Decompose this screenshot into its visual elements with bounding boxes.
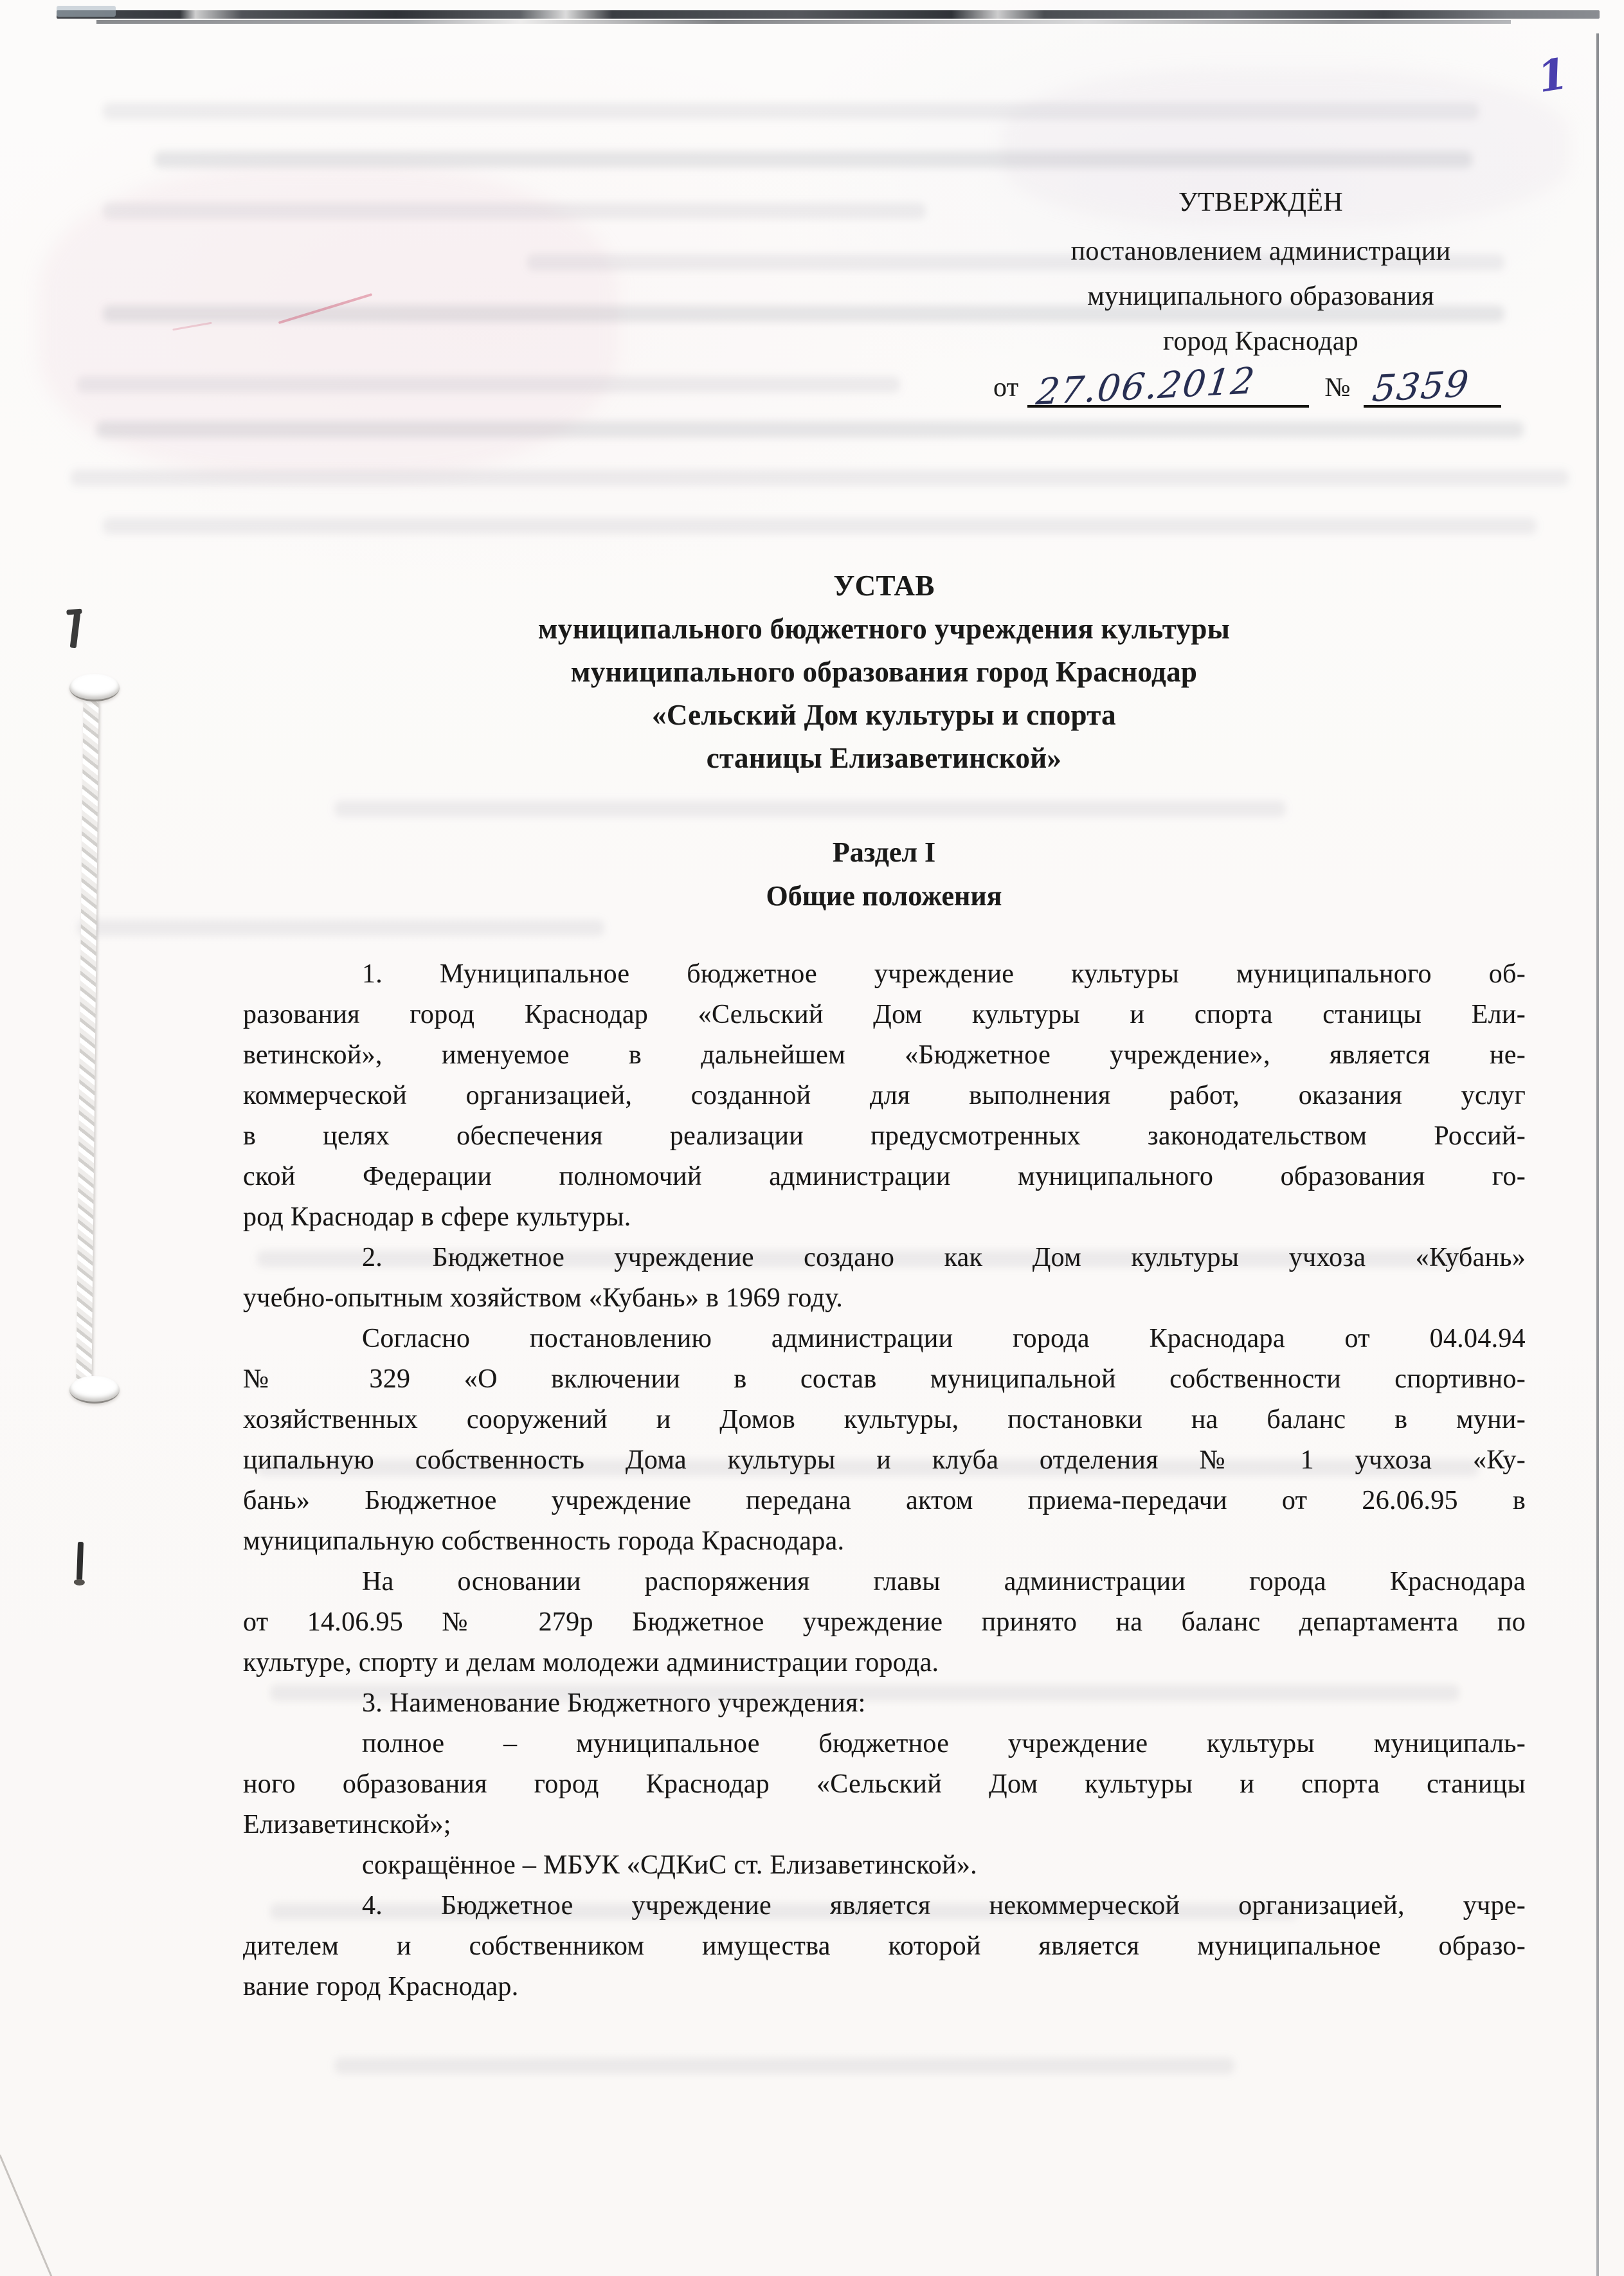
charter-title-block [241,564,1527,780]
body-text-line: бань» Бюджетное учреждение передана актом приема-передачи от 26.06.95 в [243,1486,1526,1515]
approval-lines [993,229,1528,364]
body-text-line: сокращённое – МБУК «СДКиС ст. Елизаветинской». [362,1850,977,1880]
body-text-line: 4. Бюджетное учреждение является некоммерческой организацией, учре- [362,1891,1526,1920]
body-text-line: ципальную собственность Дома культуры и клуба отделения № 1 учхоза «Ку- [243,1445,1526,1475]
body-text-line: 2. Бюджетное учреждение создано как Дом культуры учхоза «Кубань» [362,1243,1526,1272]
handwritten-page-number: 1 [1534,48,1571,103]
body-text-line: Согласно постановлению администрации города Краснодара от 04.04.94 [362,1324,1526,1353]
body-text-line: муниципальную собственность города Краснодара. [243,1526,845,1556]
body-text-line: полное – муниципальное бюджетное учреждение культуры муниципаль- [362,1729,1526,1758]
scan-artifact-right-edge [1596,33,1599,2276]
bleed-line [103,203,926,219]
approval-date-blank [1027,359,1309,414]
handwritten-date: 27.06.2012 [1034,359,1258,414]
bleed-line [71,469,1569,486]
body-text-line: культуре, спорту и делам молодежи администрации города. [243,1648,939,1677]
bleed-line [77,919,604,936]
bleed-line [334,2057,1234,2074]
scan-artifact-top-edge-thin [96,20,1511,24]
body-text-line: 1. Муниципальное бюджетное учреждение культуры муниципального об- [362,959,1526,989]
approval-date-label: от [993,373,1019,402]
bleed-line [77,376,900,393]
charter-subtitle-line: муниципального бюджетного учреждения культуры [537,613,1231,645]
bleed-line [103,103,1479,120]
approval-number-blank [1364,363,1501,411]
charter-subtitle [241,608,1527,780]
charter-subtitle-line: «Сельский Дом культуры и спорта [652,699,1116,731]
charter-title: УСТАВ [833,570,935,602]
body-text-line: № 329 «О включении в состав муниципальной собственности спортивно- [243,1364,1526,1394]
approval-date-row [993,359,1528,414]
body-text-line: хозяйственных сооружений и Домов культуры, постановки на баланс в муни- [243,1405,1526,1434]
section-heading-block [241,831,1527,918]
bleed-line [103,518,1537,534]
body-text-line: коммерческой организацией, созданной для выполнения работ, оказания услуг [243,1081,1526,1110]
section-title: Общие положения [766,880,1002,912]
approval-line: постановлением администрации [1070,237,1451,266]
bleed-line [334,800,1286,817]
body-text-line: дителем и собственником имущества которой является муниципальное образо- [243,1931,1526,1961]
binding-hole-top [69,674,120,701]
document-body-text [243,954,1526,2007]
body-text-line: учебно-опытным хозяйством «Кубань» в 1969 году. [243,1283,844,1313]
body-text-line: в целях обеспечения реализации предусмотренных законодательством Россий- [243,1121,1526,1151]
bleed-line [96,421,1524,438]
approval-line: город Краснодар [1163,327,1358,356]
body-text-line: ного образования город Краснодар «Сельский Дом культуры и спорта станицы [243,1769,1526,1799]
approval-stamp-block [993,180,1528,414]
body-text-line: разования город Краснодар «Сельский Дом культуры и спорта станицы Ели- [243,1000,1526,1029]
body-text-line: вание город Краснодар. [243,1972,519,2001]
bleed-line [154,151,1472,168]
body-text-line: род Краснодар в сфере культуры. [243,1202,631,1232]
body-text-line: 3. Наименование Бюджетного учреждения: [362,1688,866,1718]
body-text-line: от 14.06.95 № 279р Бюджетное учреждение принято на баланс департамента по [243,1607,1526,1637]
binding-hole-bottom [69,1376,120,1404]
charter-subtitle-line: муниципального образования город Краснодар [570,656,1198,688]
approval-line: муниципального образования [1087,282,1434,311]
body-text-line: На основании распоряжения главы администрации города Краснодара [362,1567,1526,1596]
handwritten-number: 5359 [1369,363,1472,411]
approval-title: УТВЕРЖДЁН [1178,188,1343,217]
body-text-line: ской Федерации полномочий администрации муниципального образования го- [243,1162,1526,1191]
section-label: Раздел I [832,836,936,868]
scan-artifact-top-blob [57,6,116,17]
scan-artifact-top-edge [57,10,1600,19]
approval-number-label: № [1324,373,1351,402]
body-text-line: Елизаветинской»; [243,1810,451,1839]
charter-subtitle-line: станицы Елизаветинской» [706,742,1062,774]
body-text-line: ветинской», именуемое в дальнейшем «Бюджетное учреждение», является не- [243,1040,1526,1070]
